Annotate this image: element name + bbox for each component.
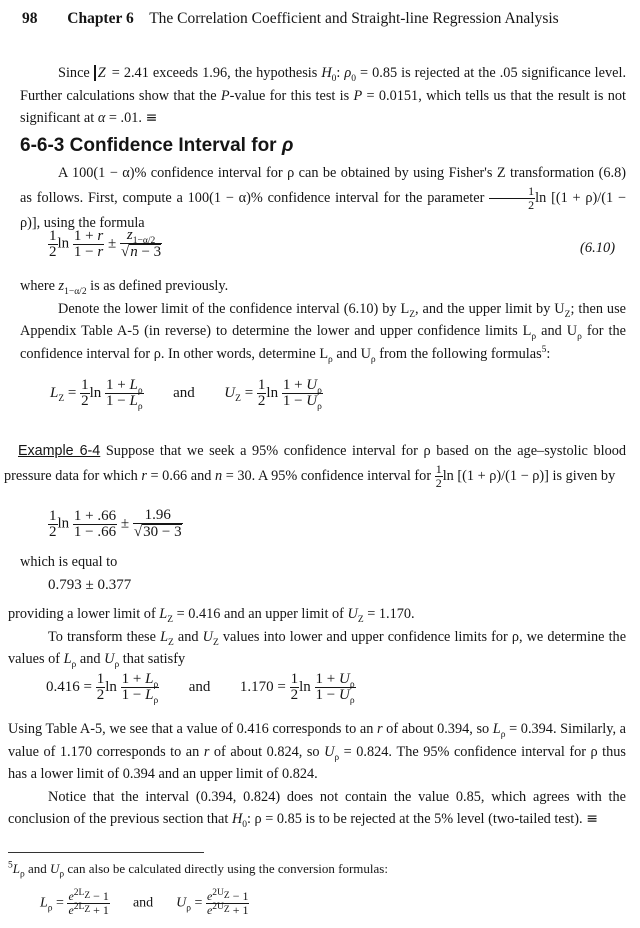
limit-formulas: $L_Z$ = $\frac{1}{2}$ ln $\frac{1 + L_\rho}{1 - L_\rho}$ and $U_Z$ = $\frac{1}{2}$ ln $\frac{1 + U_\rho}{1 - U_\rho}$: [50, 377, 322, 412]
end-of-example-icon: ≡: [586, 811, 598, 827]
intro-paragraph: Since Z = 2.41 exceeds 1.96, the hypothesis $H_0$: $\rho_0 = 0.85$ is rejected at the .05 significance level. Further calculations show that the P-value for this test is P = 0.0151, which tells us that the result is not significant at α = .01. ≡: [20, 65, 627, 126]
equation-6-10: $\frac{1}{2}$ ln $\frac{1 + r}{1 - r}$ ± $\frac{z_{1-\alpha/2}}{√n - 3}$: [49, 227, 162, 260]
example-equation: $\frac{1}{2}$ ln $\frac{1 + .66}{1 - .66}$ ± $\frac{1.96}{√30 - 3}$: [49, 507, 182, 540]
chapter-title: The Correlation Coefficient and Straight-line Regression Analysis: [149, 10, 559, 27]
example-label: Example 6-4: [18, 443, 101, 459]
section-title: Confidence Interval for: [69, 135, 277, 156]
end-of-example-icon: ≡: [145, 110, 158, 126]
example-result: 0.793 ± 0.377: [48, 577, 132, 593]
example-6-4: Example 6-4 Suppose that we seek a 95% confidence interval for ρ based on the age–systolic blood pressure data for which r = 0.66 and n = 30. A 95% confidence interval for $\frac{1}{2}$ ln [(1 + ρ)/(1 − ρ)] is given by: [4, 443, 627, 490]
footnote: $^5L_\rho$ and $U_\rho$ can also be calculated directly using the conversion formulas:: [8, 860, 388, 880]
footnote-rule: [8, 852, 204, 853]
page-number: 98: [22, 10, 38, 27]
equal-to-line: which is equal to: [20, 554, 118, 570]
example-transform-equations: 0.416 = $\frac{1}{2}$ ln $\frac{1 + L_\rho}{1 - L_\rho}$ and 1.170 = $\frac{1}{2}$ ln $\frac{1 + U_\rho}{1 - U_\rho}$: [46, 671, 355, 706]
section-number: 6-6-3: [20, 135, 65, 156]
equation-number: (6.10): [580, 240, 616, 256]
paragraph-limits: where $z_{1-\alpha/2}$ is as defined previously. Denote the lower limit of the confidence interval (6.10) by $L_Z$, and the upper limit by $U_Z$; then use Appendix Table A-5 (in reverse) to determine the lower and upper confidence limits $L_\rho$ and $U_\rho$ for the confidence interval for ρ. In other words, determine $L_\rho$ and $U_\rho$ from the following formulas$^5$:: [20, 278, 627, 365]
section-heading: 6-6-3 Confidence Interval for ρ: [20, 135, 294, 156]
example-continuation: providing a lower limit of $L_Z = 0.416$ and an upper limit of $U_Z = 1.170$. To transform these $L_Z$ and $U_Z$ values into lower and upper confidence limits for ρ, we determine the values of $L_\rho$ and $U_\rho$ that satisfy: [8, 606, 627, 670]
page-header: [22, 10, 559, 28]
chapter-label: Chapter 6: [67, 10, 134, 27]
paragraph-fisher: A 100(1 − α)% confidence interval for ρ can be obtained by using Fisher's Z transformation (6.8) as follows. First, compute a 100(1 − α)% confidence interval for the parameter $\frac{1}{2}$ ln [(1 + ρ)/(1 − ρ)], using the formula: [20, 165, 626, 231]
example-conclusion: Using Table A-5, we see that a value of 0.416 corresponds to an r of about 0.394, so $L_\rho = 0.394$. Similarly, a value of 1.170 corresponds to an r of about 0.824, so $U_\rho = 0.824$. The 95% confidence interval for ρ thus has a lower limit of 0.394 and an upper limit of 0.824. Notice that the interval (0.394, 0.824) does not contain the value 0.85, which agrees with the conclusion of the previous section that $H_0$: ρ = 0.85 is to be rejected at the 5% level (two-tailed test). ≡: [8, 721, 626, 830]
footnote-formulas: $L_\rho$ = $\frac{e^{2L_Z} - 1}{e^{2L_Z} + 1}$ and $U_\rho$ = $\frac{e^{2U_Z} - 1}{e^{2U_Z} + 1}$: [40, 888, 249, 917]
